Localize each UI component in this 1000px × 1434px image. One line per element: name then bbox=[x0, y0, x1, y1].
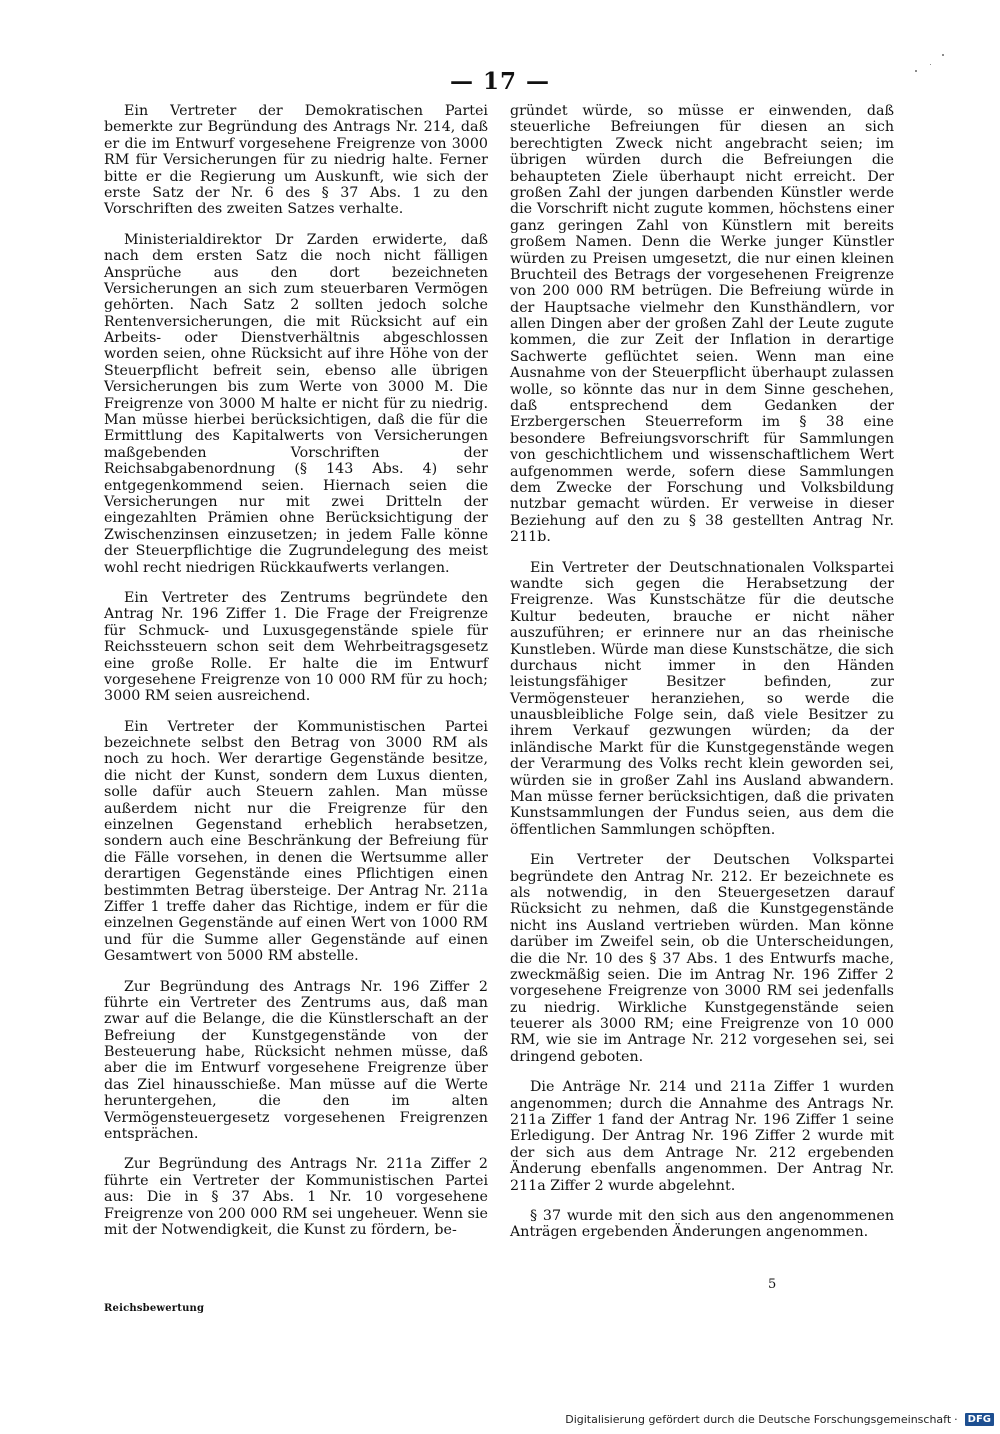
paragraph: § 37 wurde mit den sich aus den angenommenen Anträgen ergebenden Änderungen angenommen. bbox=[510, 1208, 894, 1241]
paragraph: Zur Begründung des Antrags Nr. 196 Ziffer 2 führte ein Vertreter des Zentrums aus, daß man zwar auf die Belange, die die Künstlerschaft an der Befreiung der Kunstgegenstände von der Besteuerung habe, Rücksicht nehmen müsse, daß aber die im Entwurf vorgesehene Freigrenze über das Ziel hinausschieße. Man müsse auf die Werte heruntergehen, die den im alten Vermögensteuergesetz vorgesehenen Freigrenzen entsprächen. bbox=[104, 978, 488, 1143]
paragraph: Ein Vertreter der Demokratischen Partei bemerkte zur Begründung des Antrags Nr. 214, daß er die im Entwurf vorgesehene Freigrenze von 3000 RM für Versicherungen für zu niedrig halte. Ferner bitte er die Regierung um Auskunft, wie sich der erste Satz der Nr. 6 des § 37 Abs. 1 zu den Vorschriften des zweiten Satzes verhalte. bbox=[104, 103, 488, 218]
paragraph: Ein Vertreter der Deutschen Volkspartei begründete den Antrag Nr. 212. Er bezeichnete es als notwendig, in den Steuergesetzen darauf Rücksicht zu nehmen, daß die Kunstgegenstände nicht ins Ausland vertrieben würden. Man könne darüber im Zweifel sein, ob die Unterscheidungen, die die Nr. 10 des § 37 Abs. 1 des Entwurfs mache, zweckmäßig seien. Die im Antrag Nr. 196 Ziffer 2 vorgesehene Freigrenze von 3000 RM sei jedenfalls zu niedrig. Wirkliche Kunstgegenstände seien teuerer als 3000 RM; eine Freigrenze von 10 000 RM, wie sie im Antrage Nr. 212 vorgesehen sei, sei dringend geboten. bbox=[510, 852, 894, 1065]
scan-speck-icon bbox=[942, 54, 944, 56]
scan-speck-icon bbox=[915, 70, 917, 72]
paragraph: Ein Vertreter der Kommunistischen Partei bezeichnete selbst den Betrag von 3000 RM als noch zu hoch. Wer derartige Gegenstände besitze, die nicht der Kunst, sondern dem Luxus dienten, solle dafür auch Steuern zahlen. Man müsse außerdem nicht nur die Freigrenze für den einzelnen Gegenstand erheblich herabsetzen, sondern auch eine Beschränkung der Befreiung für die Fälle vorsehen, in denen die Wertsumme aller derartigen Gegenstände eines Pflichtigen einen bestimmten Betrag übersteige. Der Antrag Nr. 211a Ziffer 1 treffe daher das Richtige, indem er für die einzelnen Gegenstände auf einen Wert von 1000 RM und für die Summe aller Gegenstände auf einen Gesamtwert von 5000 RM abstelle. bbox=[104, 718, 488, 965]
paragraph: Zur Begründung des Antrags Nr. 211a Ziffer 2 führte ein Vertreter der Kommunistischen Partei aus: Die in § 37 Abs. 1 Nr. 10 vorgesehene Freigrenze von 200 000 RM sei ungeheuer. Wenn sie mit der Notwendigkeit, die Kunst zu fördern, be- bbox=[104, 1156, 488, 1238]
paragraph: gründet würde, so müsse er einwenden, daß steuerliche Befreiungen für diesen an sich berechtigten Zweck nicht angebracht seien; im übrigen würden durch die Befreiungen die behaupteten Ziele überhaupt nicht erreicht. Der großen Zahl der jungen darbenden Künstler werde die Vorschrift nicht zugute kommen, höchstens einer ganz geringen Zahl von Künstlern mit bereits großem Namen. Denn die Werke junger Künstler würden zu Preisen umgesetzt, die nur einen kleinen Bruchteil des Betrags der vorgesehenen Freigrenze von 200 000 RM betrügen. Die Befreiung würde in der Hauptsache vielmehr den Kunsthändlern, vor allen Dingen aber der großen Zahl der Leute zugute kommen, die zur Zeit der Inflation in derartige Sachwerte geflüchtet seien. Wenn man eine Ausnahme von der Steuerpflicht überhaupt zulassen wolle, so könnte das nur in dem Sinne geschehen, daß entsprechend dem Gedanken der Erzbergerschen Steuerreform im § 38 eine besondere Befreiungsvorschrift für Sammlungen von geschichtlichem und wissenschaftlichem Wert aufgenommen werde, sofern diese Sammlungen dem Zwecke der Forschung und Volksbildung nutzbar gemacht würden. Er verweise in dieser Beziehung auf den zu § 38 gestellten Antrag Nr. 211b. bbox=[510, 103, 894, 546]
paragraph: Die Anträge Nr. 214 und 211a Ziffer 1 wurden angenommen; durch die Annahme des Antrags Nr. 211a Ziffer 1 fand der Antrag Nr. 196 Ziffer 1 seine Erledigung. Der Antrag Nr. 196 Ziffer 2 wurde mit der sich aus dem Antrage Nr. 212 ergebenden Änderung ebenfalls angenommen. Der Antrag Nr. 211a Ziffer 2 wurde abgelehnt. bbox=[510, 1079, 894, 1194]
dfg-logo-icon: DFG bbox=[965, 1413, 994, 1426]
left-column bbox=[104, 103, 488, 1252]
digitization-credit bbox=[565, 1413, 994, 1426]
right-column bbox=[510, 103, 894, 1255]
scan-speck-icon bbox=[930, 64, 931, 65]
signature-mark: Reichsbewertung bbox=[104, 1303, 205, 1314]
sheet-signature: 5 bbox=[768, 1277, 777, 1292]
paragraph: Ministerialdirektor Dr Zarden erwiderte, daß nach dem ersten Satz die noch nicht fälligen Ansprüche aus den dort bezeichneten Versicherungen an sich zum steuerbaren Vermögen gehörten. Nach Satz 2 sollten jedoch solche Rentenversicherungen, die mit Rücksicht auf ein Arbeits- oder Dienstverhältnis abgeschlossen worden seien, ohne Rücksicht auf ihre Höhe von der Steuerpflicht befreit sein, ebenso alle übrigen Versicherungen bis zum Werte von 3000 M. Die Freigrenze von 3000 M halte er nicht für zu niedrig. Man müsse hierbei berücksichtigen, daß die für die Ermittlung des Kapitalwerts von Versicherungen maßgebenden Vorschriften der Reichsabgabenordnung (§ 143 Abs. 4) sehr entgegenkommend seien. Hiernach seien die Versicherungen nur mit zwei Dritteln der eingezahlten Prämien ohne Berücksichtigung der Zwischenzinsen einzusetzen; in jedem Falle könne der Steuerpflichtige die Zugrundelegung des meist wohl recht niedrigen Rückkaufwerts verlangen. bbox=[104, 231, 488, 576]
paragraph: Ein Vertreter der Deutschnationalen Volkspartei wandte sich gegen die Herabsetzung der Freigrenze. Was Kunstschätze für die deutsche Kultur bedeuten, brauche er nicht näher auszuführen; er erinnere nur an das rheinische Kunstleben. Würde man diese Kunstschätze, die sich durchaus nicht immer in den Händen leistungsfähiger Besitzer befinden, zur Vermögensteuer heranziehen, so werde die unausbleibliche Folge sein, daß viele Besitzer zu ihrem Verkauf gezwungen würden; da der inländische Markt für die Kunstgegenstände wegen der Verarmung des Volks recht klein geworden sei, würden sie in großer Zahl ins Ausland abwandern. Man müsse ferner berücksichtigen, daß die privaten Kunstsammlungen der Fundus seien, aus dem die öffentlichen Sammlungen schöpften. bbox=[510, 559, 894, 838]
credit-text: Digitalisierung gefördert durch die Deutsche Forschungsgemeinschaft bbox=[565, 1413, 952, 1426]
page-number: — 17 — bbox=[449, 68, 551, 95]
separator-dot: · bbox=[954, 1413, 958, 1426]
paragraph: Ein Vertreter des Zentrums begründete den Antrag Nr. 196 Ziffer 1. Die Frage der Freigrenze für Schmuck- und Luxusgegenstände spiele für Reichssteuern schon seit dem Wehrbeitragsgesetz eine große Rolle. Er halte die im Entwurf vorgesehene Freigrenze von 10 000 RM für zu hoch; 3000 RM seien ausreichend. bbox=[104, 589, 488, 705]
